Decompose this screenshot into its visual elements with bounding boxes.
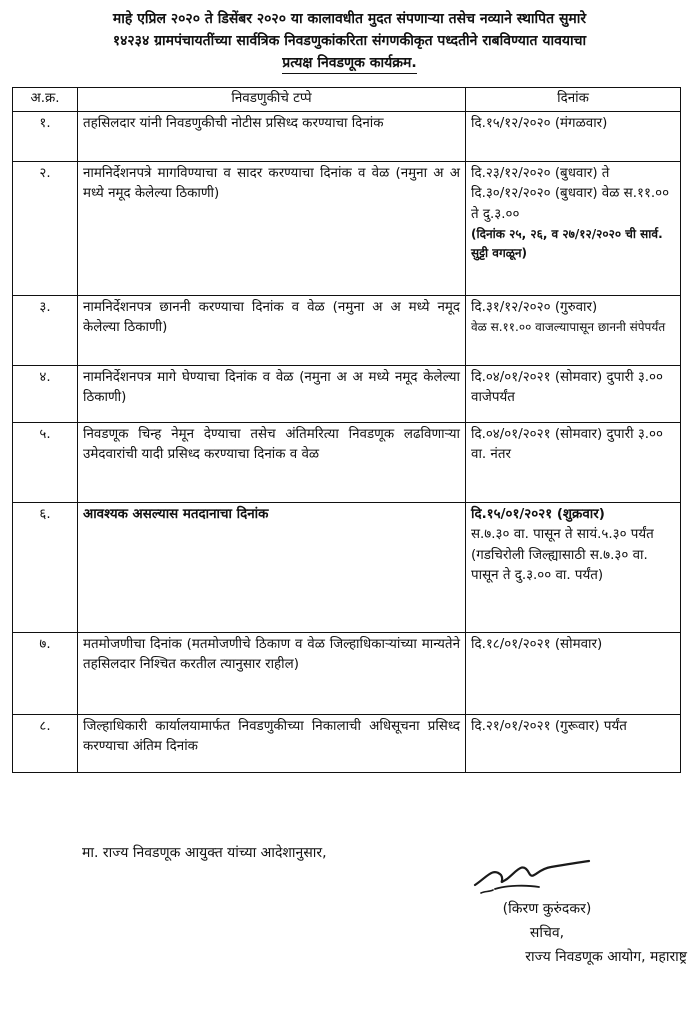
table-row xyxy=(13,632,681,714)
order-line: मा. राज्य निवडणूक आयुक्त यांच्या आदेशानुसार, xyxy=(82,845,327,861)
table-row xyxy=(13,111,681,161)
row-number: २. xyxy=(13,161,78,295)
row-date-note: स.७.३० वा. पासून ते सायं.५.३० पर्यंत (गडचिरोली जिल्ह्यासाठी स.७.३० वा. पासून ते दु.३.०० वा. पर्यंत) xyxy=(471,527,654,583)
row-date-main: दि.१५/०१/२०२१ (शुक्रवार) xyxy=(471,506,605,522)
row-date xyxy=(466,632,681,714)
table-row xyxy=(13,422,681,502)
signature-image xyxy=(467,855,607,897)
signature-block xyxy=(427,855,687,969)
document-heading xyxy=(22,8,677,74)
row-date-main: दि.०४/०१/२०२१ (सोमवार) दुपारी ३.०० वा. नंतर xyxy=(471,426,663,462)
row-number: १. xyxy=(13,111,78,161)
signer-name: (किरण कुरुंदकर) xyxy=(502,901,592,917)
header-stage: निवडणुकीचे टप्पे xyxy=(78,88,466,112)
row-date xyxy=(466,365,681,422)
row-date xyxy=(466,161,681,295)
row-stage: तहसिलदार यांनी निवडणुकीची नोटीस प्रसिध्द करण्याचा दिनांक xyxy=(78,111,466,161)
heading-line-1: माहे एप्रिल २०२० ते डिसेंबर २०२० या कालावधीत मुदत संपणाऱ्या तसेच नव्याने स्थापित सुमारे xyxy=(112,11,587,27)
row-date-main: दि.२३/१२/२०२० (बुधवार) ते दि.३०/१२/२०२० (बुधवार) वेळ स.११.०० ते दु.३.०० xyxy=(471,165,670,222)
election-schedule-table xyxy=(12,87,681,773)
signer-organization: राज्य निवडणूक आयोग, महाराष्ट्र xyxy=(525,949,687,965)
table-row xyxy=(13,714,681,772)
table-row xyxy=(13,502,681,632)
table-row xyxy=(13,161,681,295)
row-date-note: (दिनांक २५, २६, व २७/१२/२०२० ची सार्व. सुट्टी वगळून) xyxy=(471,227,663,260)
row-date xyxy=(466,422,681,502)
row-date-main: दि.१५/१२/२०२० (मंगळवार) xyxy=(471,115,608,131)
signer-title: सचिव, xyxy=(529,925,565,941)
table-row xyxy=(13,295,681,365)
row-stage: आवश्यक असल्यास मतदानाचा दिनांक xyxy=(78,502,466,632)
row-date-main: दि.२१/०१/२०२१ (गुरूवार) पर्यंत xyxy=(471,718,627,734)
header-date: दिनांक xyxy=(466,88,681,112)
table-header-row xyxy=(13,88,681,112)
row-date xyxy=(466,502,681,632)
table-row xyxy=(13,365,681,422)
row-number: ६. xyxy=(13,502,78,632)
row-stage: नामनिर्देशनपत्र छाननी करण्याचा दिनांक व वेळ (नमुना अ अ मध्ये नमूद केलेल्या ठिकाणी) xyxy=(78,295,466,365)
row-number: ५. xyxy=(13,422,78,502)
row-stage: निवडणूक चिन्ह नेमून देण्याचा तसेच अंतिमरित्या निवडणूक लढविणाऱ्या उमेदवारांची यादी प्रसिध्द करण्याचा दिनांक व वेळ xyxy=(78,422,466,502)
row-stage: जिल्हाधिकारी कार्यालयामार्फत निवडणुकीच्या निकालाची अधिसूचना प्रसिध्द करण्याचा अंतिम दिनांक xyxy=(78,714,466,772)
row-number: ७. xyxy=(13,632,78,714)
row-number: ३. xyxy=(13,295,78,365)
heading-line-3: प्रत्यक्ष निवडणूक कार्यक्रम. xyxy=(282,53,416,74)
row-date xyxy=(466,111,681,161)
row-date xyxy=(466,714,681,772)
row-stage: नामनिर्देशनपत्र मागे घेण्याचा दिनांक व वेळ (नमुना अ अ मध्ये नमूद केलेल्या ठिकाणी) xyxy=(78,365,466,422)
row-stage: नामनिर्देशनपत्रे मागविण्याचा व सादर करण्याचा दिनांक व वेळ (नमुना अ अ मध्ये नमूद केलेल्या ठिकाणी) xyxy=(78,161,466,295)
row-date-main: दि.०४/०१/२०२१ (सोमवार) दुपारी ३.०० वाजेपर्यंत xyxy=(471,369,663,405)
row-date-main: दि.१८/०१/२०२१ (सोमवार) xyxy=(471,636,603,652)
row-number: ४. xyxy=(13,365,78,422)
row-date-note: वेळ स.११.०० वाजल्यापासून छाननी संपेपर्यंत xyxy=(471,320,666,334)
row-date-main: दि.३१/१२/२०२० (गुरुवार) xyxy=(471,299,598,315)
row-date xyxy=(466,295,681,365)
row-number: ८. xyxy=(13,714,78,772)
heading-line-2: १४२३४ ग्रामपंचायतींच्या सार्वत्रिक निवडणुकांकरिता संगणकीकृत पध्दतीने राबविण्यात यावयाचा xyxy=(112,33,587,49)
header-serial: अ.क्र. xyxy=(13,88,78,112)
row-stage: मतमोजणीचा दिनांक (मतमोजणीचे ठिकाण व वेळ जिल्हाधिकाऱ्यांच्या मान्यतेने तहसिलदार निश्चित करतील त्यानुसार राहील) xyxy=(78,632,466,714)
